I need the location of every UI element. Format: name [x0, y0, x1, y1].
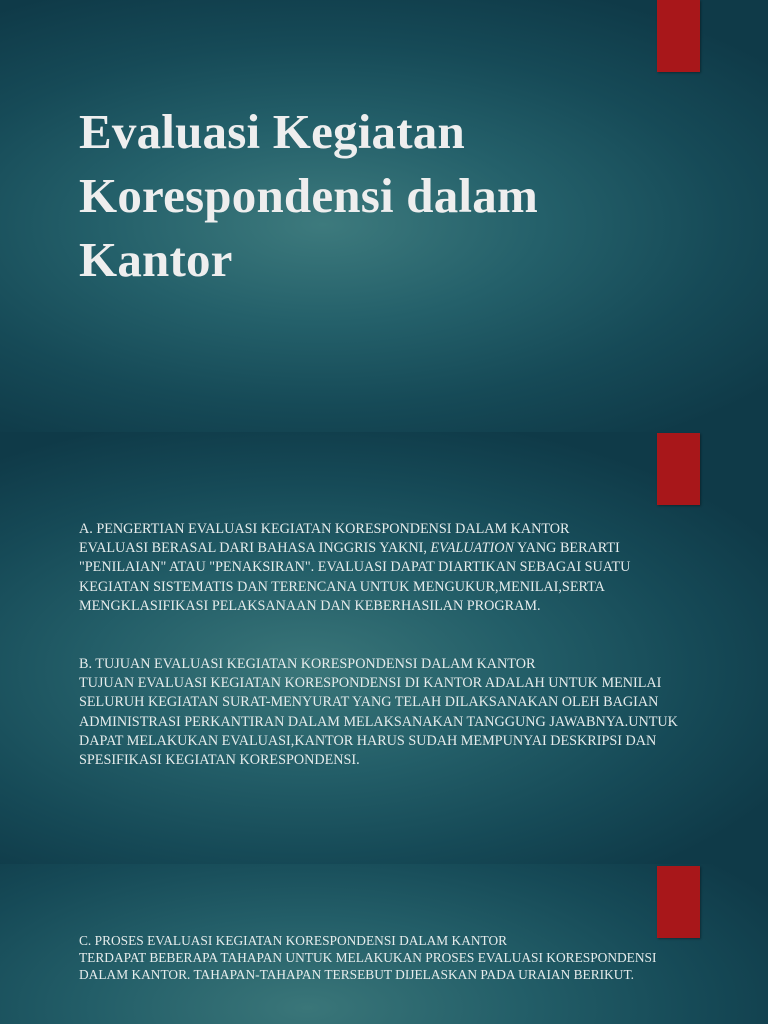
section-b-body: TUJUAN EVALUASI KEGIATAN KORESPONDENSI DI KANTOR ADALAH UNTUK MENILAI SELURUH KEGIATAN SURAT-MENYURAT YANG TELAH DILAKSANAKAN OLEH BAGIAN ADMINISTRASI PERKANTIRAN DALAM MELAKSANAKAN TANGGUNG JAWABNYA.UNTUK DAPAT MELAKUKAN EVALUASI,KANTOR HARUS SUDAH MEMPUNYAI DESKRIPSI DAN SPESIFIKASI KEGIATAN KORESPONDENSI.: [79, 675, 678, 769]
slide-content-1: [0, 432, 768, 864]
slide-title-text: Evaluasi Kegiatan Korespondensi dalam Kantor: [79, 104, 538, 287]
slide-content-2: [0, 864, 768, 1024]
section-a-text-start: EVALUASI BERASAL DARI BAHASA INGGRIS YAKNI,: [79, 540, 431, 557]
slide-title: [0, 0, 768, 432]
red-accent-bar: [657, 0, 700, 72]
red-accent-bar: [657, 866, 700, 938]
section-c: [79, 932, 679, 984]
section-a-text-end: YANG BERARTI "PENILAIAN" ATAU "PENAKSIRAN". EVALUASI DAPAT DIARTIKAN SEBAGAI SUATU KEGIATAN SISTEMATIS DAN TERENCANA UNTUK MENGUKUR,MENILAI,SERTA MENGKLASIFIKASI PELAKSANAAN DAN KEBERHASILAN PROGRAM.: [79, 540, 631, 614]
section-b: [79, 655, 679, 770]
section-b-heading: B. TUJUAN EVALUASI KEGIATAN KORESPONDENSI DALAM KANTOR: [79, 656, 536, 672]
section-c-body: TERDAPAT BEBERAPA TAHAPAN UNTUK MELAKUKAN PROSES EVALUASI KORESPONDENSI DALAM KANTOR. TAHAPAN-TAHAPAN TERSEBUT DIJELASKAN PADA URAIAN BERIKUT.: [79, 950, 657, 983]
section-c-heading: C. PROSES EVALUASI KEGIATAN KORESPONDENSI DALAM KANTOR: [79, 933, 508, 948]
section-a: [79, 520, 679, 616]
red-accent-bar: [657, 433, 700, 505]
section-a-body: [79, 539, 679, 616]
section-a-heading: A. PENGERTIAN EVALUASI KEGIATAN KORESPONDENSI DALAM KANTOR: [79, 521, 570, 537]
section-a-emphasis: EVALUATION: [430, 540, 514, 557]
